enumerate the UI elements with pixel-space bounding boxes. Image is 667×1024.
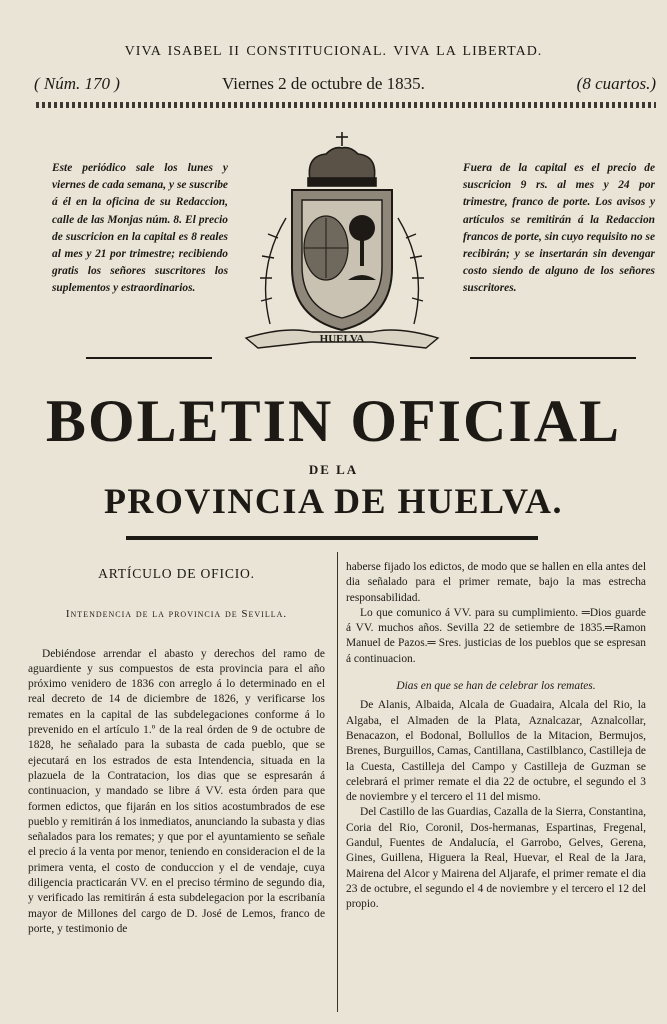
- article-paragraph-4: Del Castillo de las Guardias, Cazalla de la Sierra, Constantina, Coria del Rio, Coronil, Dos-hermanas, Espartinas, Fregenal, Gandul, Fuentes de Andalucía, el Garrobo, Gelves, Gerena, Gines, Guillena, Higuera la Real, Huevar, el Real de la Jara, Mairena del Alcor y Mairena del Aljarafe, el primer remate el dia 23 de octubre, el segundo el 4 de noviembre y el tercero el 12 del propio.: [346, 806, 646, 911]
- coat-of-arms-icon: [226, 128, 458, 360]
- article-paragraph: Debiéndose arrendar el abasto y derechos del ramo de aguardiente y sus compuestos de esta provincia para el año próximo venidero de 1836 con arreglo á lo determinado en el real decreto de 14 de diciembre de 1826, y verificarse los remates en la capital de las subdelegaciones conforme á lo prevenido en el artículo 1.º de la real órden de 9 de octubre de 1828, he señalado para la subasta de cada pueblo, que se ejecutará en los estrados de esta Intendencia, situada en la plazuela de la Contratacion, los dias que se espresarán á continuacion, y mandado se libre á VV. esta órden para que formen edictos, que fijarán en los sitios acostumbrados de ese pueblo y remitirán á los inmediatos, anunciando la subasta y dias señalados para los remates; y que por el ayuntamiento se señale el precio á la venta por menor, teniendo en consideracion el de la primera venta, el costo de conduccion y el de vendaje, cuya diligencia practicarán VV. en el preciso término de segundo dia, y verificado las remitirán á esta subdelegacion por la escribanía mayor de Millones del cargo de D. José de Lemos, franco de porte, y testimonio de: [28, 647, 325, 935]
- notice-rule-left: [86, 357, 212, 359]
- masthead-de-la: DE LA: [308, 462, 359, 477]
- issue-line: [34, 74, 656, 96]
- subscription-notice-left: Este periódico sale los lunes y viernes de cada semana, y se suscribe á él en la oficina de su Redaccion, calle de las Monjas núm. 8. El precio de suscricion en la capital es 8 reales al mes y 21 por trimestre; recibiendo gratis los señores suscritores los suplementos y estraordinarios.: [52, 162, 228, 295]
- masthead-title: BOLETIN OFICIAL: [45, 388, 622, 454]
- masthead-rule: [126, 536, 538, 540]
- header-motto: VIVA ISABEL II CONSTITUCIONAL. VIVA LA LIBERTAD.: [124, 44, 543, 59]
- issue-date: Viernes 2 de octubre de 1835.: [222, 74, 425, 93]
- article-paragraph-3: De Alanis, Albaida, Alcala de Guadaira, Alcala del Rio, la Algaba, el Almaden de la Plata, Aznalcazar, Aznalcollar, Benacazon, el Bodonal, Bollullos de la Mitacion, Bermujos, Brenes, Burguillos, Camas, Cantillana, Castilblanco, Castilleja de la Cuesta, Castilleja del Campo y Castilleja de Guzman se celebrará el primer remate el dia 22 de octubre, el segundo el 3 de noviembre y el tercero el 11 del mismo.: [346, 699, 646, 804]
- left-column: [28, 560, 325, 937]
- issue-price: (8 cuartos.): [576, 74, 656, 93]
- ornamental-rule: [36, 102, 656, 108]
- notice-rule-right: [470, 357, 636, 359]
- column-divider: [337, 552, 338, 1012]
- article-paragraph-continued: haberse fijado los edictos, de modo que se hallen en ella antes del dia señalado para el primer remate, bajo la mas estrecha responsabilidad.: [346, 561, 646, 604]
- section-title: ARTÍCULO DE OFICIO.: [98, 566, 255, 581]
- seal-ribbon-text: HUELVA: [319, 333, 365, 345]
- right-column: [346, 560, 646, 913]
- auction-dates-title: Dias en que se han de celebrar los remates.: [396, 680, 596, 693]
- article-paragraph-2: Lo que comunico á VV. para su cumplimiento. ═Dios guarde á VV. muchos años. Sevilla 22 de setiembre de 1835.═Ramon Manuel de Pazos.═ Sres. justicias de los pueblos que se espresan á continuacion.: [346, 606, 646, 665]
- issue-number: ( Núm. 170 ): [34, 74, 120, 93]
- subscription-notice-right: Fuera de la capital es el precio de suscricion 9 rs. al mes y 24 por trimestre, franco de porte. Los avisos y artículos se remitirán á la Redaccion francos de porte, sin cuyo requisito no se recibirán; y se insertarán sin devengar costo siendo de alguno de los señores suscritores.: [463, 162, 655, 295]
- subsection-title: Intendencia de la provincia de Sevilla.: [65, 608, 288, 621]
- masthead-province: PROVINCIA DE HUELVA.: [103, 481, 564, 521]
